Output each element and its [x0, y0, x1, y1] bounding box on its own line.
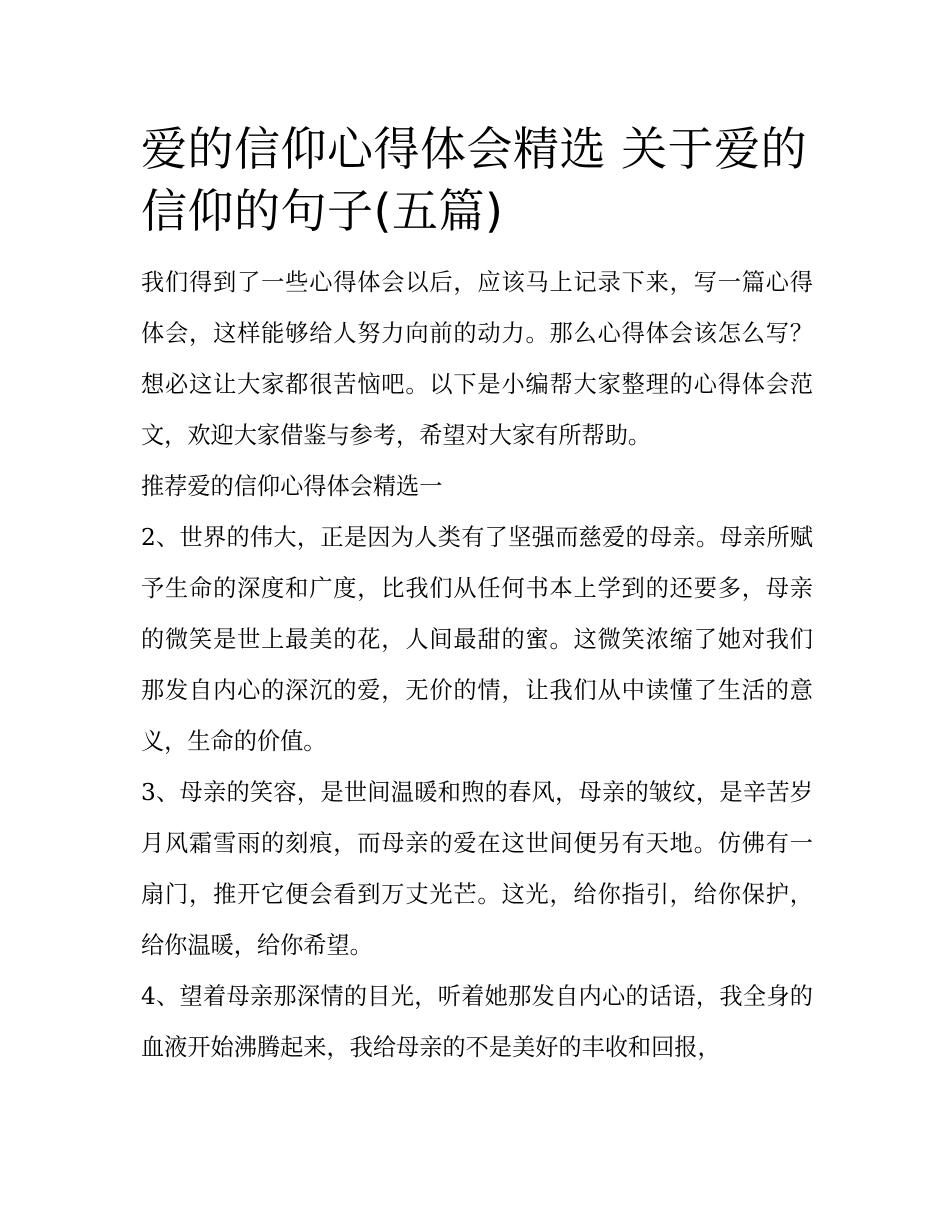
title-spacing	[141, 242, 813, 257]
intro-paragraph: 我们得到了一些心得体会以后，应该马上记录下来，写一篇心得体会，这样能够给人努力向前的动力。那么心得体会该怎么写？想必这让大家都很苦恼吧。以下是小编帮大家整理的心得体会范文，欢迎大家借鉴与参考，希望对大家有所帮助。	[141, 269, 813, 449]
paragraph-item-3: 3、母亲的笑容，是世间温暖和煦的春风，母亲的皱纹，是辛苦岁月风霜雪雨的刻痕，而母亲的爱在这世间便另有天地。仿佛有一扇门，推开它便会看到万丈光芒。这光，给你指引，给你保护，给你温暖，给你希望。	[141, 779, 813, 959]
section-heading: 推荐爱的信仰心得体会精选一	[141, 473, 443, 500]
document-title: 爱的信仰心得体会精选 关于爱的信仰的句子(五篇)	[141, 122, 808, 238]
paragraph-item-4: 4、望着母亲那深情的目光，听着她那发自内心的话语，我全身的血液开始沸腾起来，我给母亲的不是美好的丰收和回报，	[141, 983, 813, 1061]
paragraph-item-2: 2、世界的伟大，正是因为人类有了坚强而慈爱的母亲。母亲所赋予生命的深度和广度，比我们从任何书本上学到的还要多，母亲的微笑是世上最美的花，人间最甜的蜜。这微笑浓缩了她对我们那发自内心的深沉的爱，无价的情，让我们从中读懂了生活的意义，生命的价值。	[141, 524, 813, 755]
document-content	[141, 118, 813, 1073]
